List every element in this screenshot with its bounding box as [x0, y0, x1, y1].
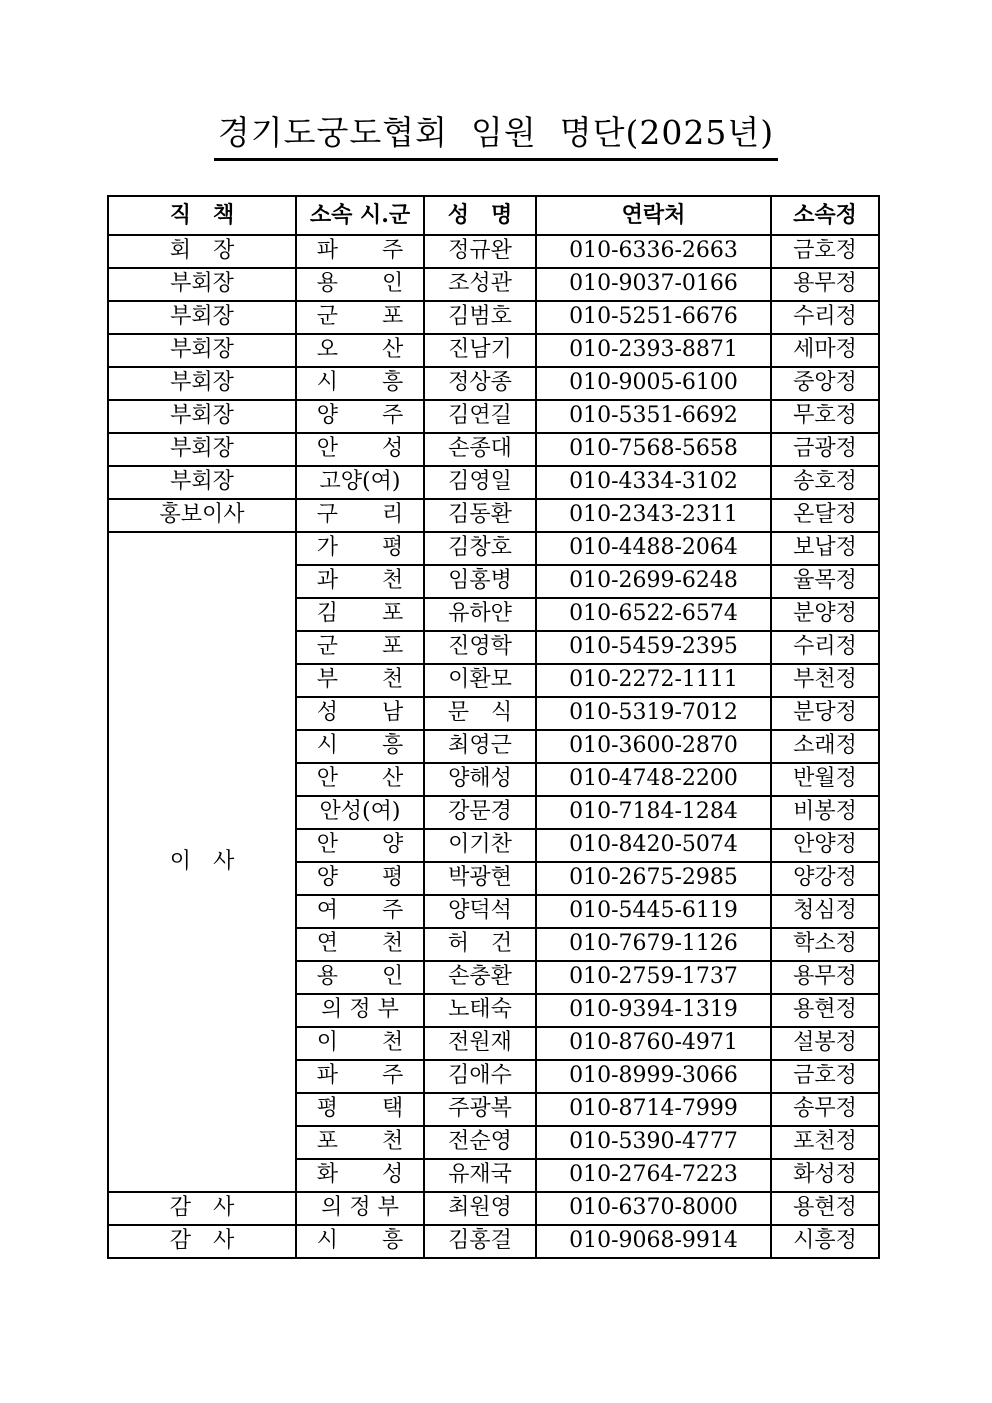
name-cell: 문 식	[424, 697, 536, 730]
phone-cell: 010-8999-3066	[536, 1060, 771, 1093]
position-cell: 회 장	[108, 235, 296, 268]
name-cell: 강문경	[424, 796, 536, 829]
table-row	[108, 1192, 879, 1225]
position-cell-director: 이 사	[108, 532, 296, 1192]
name-cell: 전순영	[424, 1126, 536, 1159]
table-row	[108, 334, 879, 367]
table-row	[108, 499, 879, 532]
officer-roster-table	[107, 195, 880, 1259]
name-cell: 최원영	[424, 1192, 536, 1225]
phone-cell: 010-9037-0166	[536, 268, 771, 301]
phone-cell: 010-5459-2395	[536, 631, 771, 664]
position-cell: 감 사	[108, 1225, 296, 1258]
position-cell: 부회장	[108, 334, 296, 367]
phone-cell: 010-6522-6574	[536, 598, 771, 631]
phone-cell: 010-7679-1126	[536, 928, 771, 961]
name-cell: 이기찬	[424, 829, 536, 862]
phone-cell: 010-4748-2200	[536, 763, 771, 796]
city-cell: 이 천	[296, 1027, 424, 1060]
position-cell: 부회장	[108, 367, 296, 400]
city-cell: 파 주	[296, 1060, 424, 1093]
table-row	[108, 1225, 879, 1258]
name-cell: 양덕석	[424, 895, 536, 928]
city-cell: 포 천	[296, 1126, 424, 1159]
phone-cell: 010-4334-3102	[536, 466, 771, 499]
name-cell: 허 건	[424, 928, 536, 961]
phone-cell: 010-2764-7223	[536, 1159, 771, 1192]
position-cell: 부회장	[108, 433, 296, 466]
phone-cell: 010-9005-6100	[536, 367, 771, 400]
city-cell: 양 평	[296, 862, 424, 895]
name-cell: 김홍걸	[424, 1225, 536, 1258]
phone-cell: 010-9394-1319	[536, 994, 771, 1027]
city-cell: 오 산	[296, 334, 424, 367]
club-cell: 양강정	[771, 862, 879, 895]
name-cell: 김범호	[424, 301, 536, 334]
club-cell: 중앙정	[771, 367, 879, 400]
header-club: 소속정	[771, 196, 879, 235]
club-cell: 용무정	[771, 961, 879, 994]
city-cell: 평 택	[296, 1093, 424, 1126]
club-cell: 송무정	[771, 1093, 879, 1126]
position-cell: 홍보이사	[108, 499, 296, 532]
name-cell: 정상종	[424, 367, 536, 400]
name-cell: 김연길	[424, 400, 536, 433]
phone-cell: 010-2393-8871	[536, 334, 771, 367]
header-city: 소속 시.군	[296, 196, 424, 235]
phone-cell: 010-8760-4971	[536, 1027, 771, 1060]
city-cell: 연 천	[296, 928, 424, 961]
city-cell: 화 성	[296, 1159, 424, 1192]
phone-cell: 010-2759-1737	[536, 961, 771, 994]
city-cell: 김 포	[296, 598, 424, 631]
name-cell: 전원재	[424, 1027, 536, 1060]
table-row	[108, 301, 879, 334]
position-cell: 부회장	[108, 400, 296, 433]
phone-cell: 010-8420-5074	[536, 829, 771, 862]
phone-cell: 010-8714-7999	[536, 1093, 771, 1126]
name-cell: 김창호	[424, 532, 536, 565]
phone-cell: 010-6370-8000	[536, 1192, 771, 1225]
name-cell: 손종대	[424, 433, 536, 466]
table-row	[108, 400, 879, 433]
club-cell: 청심정	[771, 895, 879, 928]
header-phone: 연락처	[536, 196, 771, 235]
city-cell: 구 리	[296, 499, 424, 532]
city-cell: 군 포	[296, 301, 424, 334]
name-cell: 김동환	[424, 499, 536, 532]
club-cell: 시흥정	[771, 1225, 879, 1258]
position-cell: 부회장	[108, 268, 296, 301]
phone-cell: 010-5390-4777	[536, 1126, 771, 1159]
club-cell: 설봉정	[771, 1027, 879, 1060]
city-cell: 안 양	[296, 829, 424, 862]
name-cell: 김애수	[424, 1060, 536, 1093]
phone-cell: 010-2675-2985	[536, 862, 771, 895]
club-cell: 화성정	[771, 1159, 879, 1192]
phone-cell: 010-2272-1111	[536, 664, 771, 697]
name-cell: 유재국	[424, 1159, 536, 1192]
name-cell: 최영근	[424, 730, 536, 763]
phone-cell: 010-6336-2663	[536, 235, 771, 268]
table-row	[108, 433, 879, 466]
club-cell: 무호정	[771, 400, 879, 433]
club-cell: 용현정	[771, 994, 879, 1027]
name-cell: 박광현	[424, 862, 536, 895]
name-cell: 주광복	[424, 1093, 536, 1126]
club-cell: 금호정	[771, 1060, 879, 1093]
city-cell: 시 흥	[296, 730, 424, 763]
name-cell: 진남기	[424, 334, 536, 367]
phone-cell: 010-7568-5658	[536, 433, 771, 466]
club-cell: 용무정	[771, 268, 879, 301]
name-cell: 유하얀	[424, 598, 536, 631]
page-title-container	[0, 112, 992, 161]
name-cell: 정규완	[424, 235, 536, 268]
city-cell: 안 성	[296, 433, 424, 466]
phone-cell: 010-4488-2064	[536, 532, 771, 565]
name-cell: 임홍병	[424, 565, 536, 598]
city-cell: 부 천	[296, 664, 424, 697]
city-cell: 안 산	[296, 763, 424, 796]
club-cell: 수리정	[771, 301, 879, 334]
phone-cell: 010-5251-6676	[536, 301, 771, 334]
name-cell: 양해성	[424, 763, 536, 796]
club-cell: 율목정	[771, 565, 879, 598]
city-cell: 용 인	[296, 961, 424, 994]
table-row	[108, 235, 879, 268]
name-cell: 김영일	[424, 466, 536, 499]
city-cell: 시 흥	[296, 1225, 424, 1258]
club-cell: 소래정	[771, 730, 879, 763]
club-cell: 안양정	[771, 829, 879, 862]
phone-cell: 010-5319-7012	[536, 697, 771, 730]
city-cell: 의 정 부	[296, 994, 424, 1027]
header-name: 성 명	[424, 196, 536, 235]
club-cell: 송호정	[771, 466, 879, 499]
city-cell: 의 정 부	[296, 1192, 424, 1225]
name-cell: 손충환	[424, 961, 536, 994]
table-row	[108, 532, 879, 565]
club-cell: 수리정	[771, 631, 879, 664]
city-cell: 여 주	[296, 895, 424, 928]
city-cell: 가 평	[296, 532, 424, 565]
name-cell: 이환모	[424, 664, 536, 697]
phone-cell: 010-3600-2870	[536, 730, 771, 763]
city-cell: 양 주	[296, 400, 424, 433]
city-cell: 과 천	[296, 565, 424, 598]
club-cell: 세마정	[771, 334, 879, 367]
city-cell: 성 남	[296, 697, 424, 730]
club-cell: 비봉정	[771, 796, 879, 829]
club-cell: 반월정	[771, 763, 879, 796]
club-cell: 보납정	[771, 532, 879, 565]
phone-cell: 010-9068-9914	[536, 1225, 771, 1258]
city-cell: 안성(여)	[296, 796, 424, 829]
phone-cell: 010-2699-6248	[536, 565, 771, 598]
city-cell: 고양(여)	[296, 466, 424, 499]
club-cell: 금광정	[771, 433, 879, 466]
club-cell: 금호정	[771, 235, 879, 268]
club-cell: 용현정	[771, 1192, 879, 1225]
name-cell: 진영학	[424, 631, 536, 664]
position-cell: 부회장	[108, 301, 296, 334]
city-cell: 군 포	[296, 631, 424, 664]
position-cell: 감 사	[108, 1192, 296, 1225]
club-cell: 학소정	[771, 928, 879, 961]
city-cell: 파 주	[296, 235, 424, 268]
club-cell: 분당정	[771, 697, 879, 730]
name-cell: 노태숙	[424, 994, 536, 1027]
club-cell: 포천정	[771, 1126, 879, 1159]
phone-cell: 010-5445-6119	[536, 895, 771, 928]
phone-cell: 010-7184-1284	[536, 796, 771, 829]
club-cell: 온달정	[771, 499, 879, 532]
phone-cell: 010-2343-2311	[536, 499, 771, 532]
club-cell: 분양정	[771, 598, 879, 631]
phone-cell: 010-5351-6692	[536, 400, 771, 433]
page-title: 경기도궁도협회 임원 명단(2025년)	[214, 112, 778, 161]
table-row	[108, 268, 879, 301]
table-header-row	[108, 196, 879, 235]
header-position: 직 책	[108, 196, 296, 235]
position-cell: 부회장	[108, 466, 296, 499]
name-cell: 조성관	[424, 268, 536, 301]
city-cell: 용 인	[296, 268, 424, 301]
table-row	[108, 466, 879, 499]
table-row	[108, 367, 879, 400]
city-cell: 시 흥	[296, 367, 424, 400]
club-cell: 부천정	[771, 664, 879, 697]
